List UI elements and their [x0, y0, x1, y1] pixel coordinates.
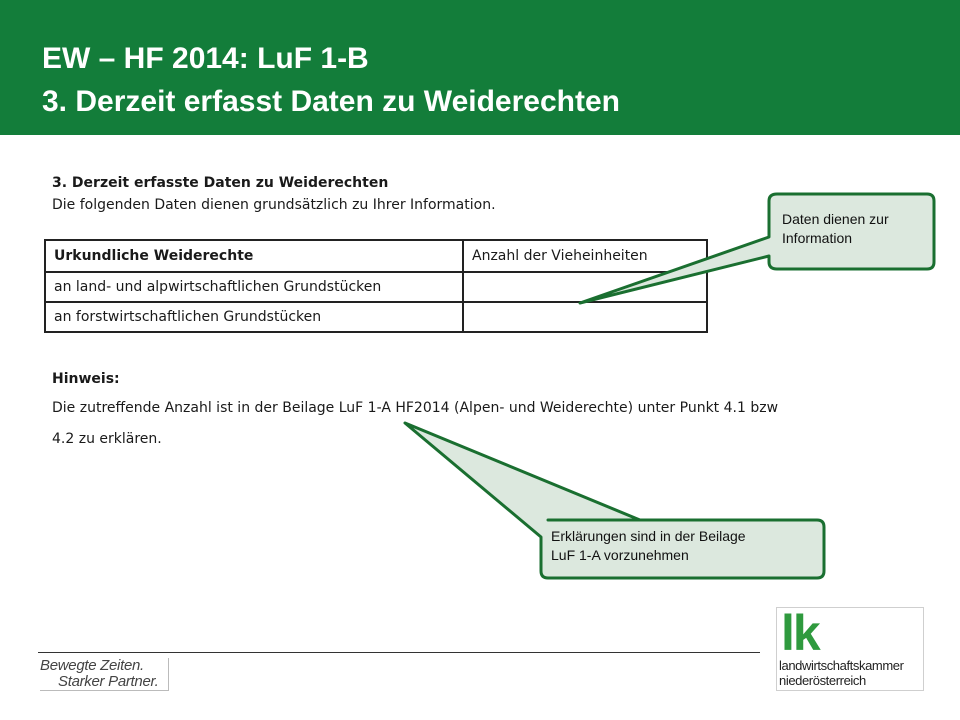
logo-mark: lk — [781, 605, 819, 661]
table-header-weiderechte: Urkundliche Weiderechte — [45, 240, 463, 272]
logo-text-line1: landwirtschaftskammer — [779, 658, 904, 673]
table-cell-label: an forstwirtschaftlichen Grundstücken — [45, 302, 463, 332]
hint-text-line2: 4.2 zu erklären. — [52, 431, 162, 447]
slogan-line1: Bewegte Zeiten. — [40, 657, 144, 674]
callout-top-line2: Information — [782, 230, 853, 246]
table-header-vieheinheiten: Anzahl der Vieheinheiten — [463, 240, 707, 272]
lk-logo — [776, 607, 924, 691]
footer-slogan — [40, 658, 169, 691]
callout-bottom-line1: Erklärungen sind in der Beilage — [551, 528, 746, 544]
slide-title-line1: EW – HF 2014: LuF 1-B — [42, 42, 369, 75]
callout-bottom-text — [551, 527, 746, 565]
table-cell-label: an land- und alpwirtschaftlichen Grundstücken — [45, 272, 463, 302]
hint-label: Hinweis: — [52, 371, 120, 387]
slide-title-line2: 3. Derzeit erfasst Daten zu Weiderechten — [42, 85, 620, 118]
footer-divider — [38, 652, 760, 653]
section-intro: Die folgenden Daten dienen grundsätzlich zu Ihrer Information. — [52, 197, 496, 213]
hint-text-line1: Die zutreffende Anzahl ist in der Beilage LuF 1-A HF2014 (Alpen- und Weiderechte) unter Punkt 4.1 bzw — [52, 400, 779, 416]
callout-top-text — [782, 210, 889, 248]
callout-top-line1: Daten dienen zur — [782, 211, 889, 227]
section-heading: 3. Derzeit erfasste Daten zu Weiderechten — [52, 175, 389, 191]
callout-bottom-line2: LuF 1-A vorzunehmen — [551, 547, 689, 563]
slogan-line2: Starker Partner. — [58, 673, 159, 690]
logo-text-line2: niederösterreich — [779, 673, 866, 688]
